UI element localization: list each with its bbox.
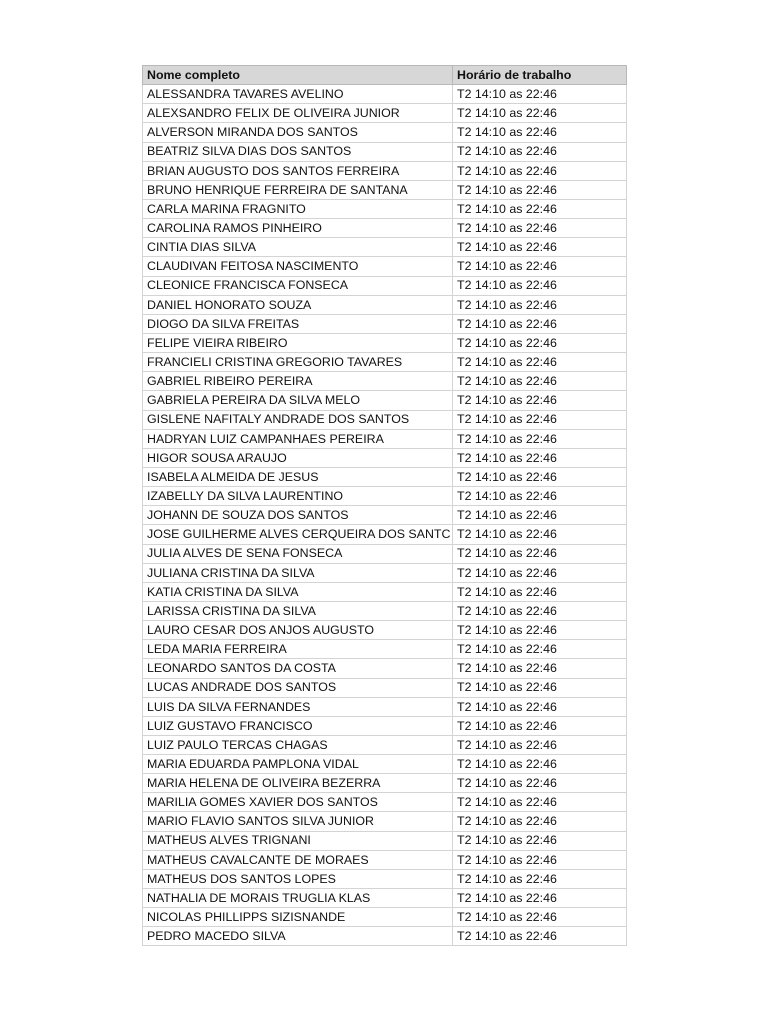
work-schedule-cell: T2 14:10 as 22:46 (453, 582, 627, 601)
work-schedule-cell: T2 14:10 as 22:46 (453, 142, 627, 161)
employee-name-cell: JOHANN DE SOUZA DOS SANTOS (143, 506, 453, 525)
table-row (143, 219, 627, 238)
table-row (143, 333, 627, 352)
table-row (143, 238, 627, 257)
work-schedule-cell: T2 14:10 as 22:46 (453, 927, 627, 946)
work-schedule-cell: T2 14:10 as 22:46 (453, 831, 627, 850)
table-row (143, 601, 627, 620)
employee-name-cell: JULIANA CRISTINA DA SILVA (143, 563, 453, 582)
table-row (143, 869, 627, 888)
employee-name-cell: MARILIA GOMES XAVIER DOS SANTOS (143, 793, 453, 812)
employee-name-cell: BRUNO HENRIQUE FERREIRA DE SANTANA (143, 180, 453, 199)
work-schedule-cell: T2 14:10 as 22:46 (453, 314, 627, 333)
work-schedule-cell: T2 14:10 as 22:46 (453, 774, 627, 793)
table-row (143, 678, 627, 697)
employee-name-cell: LUCAS ANDRADE DOS SANTOS (143, 678, 453, 697)
table-row (143, 372, 627, 391)
table-row (143, 314, 627, 333)
employee-name-cell: IZABELLY DA SILVA LAURENTINO (143, 487, 453, 506)
table-row (143, 793, 627, 812)
work-schedule-cell: T2 14:10 as 22:46 (453, 563, 627, 582)
table-row (143, 467, 627, 486)
work-schedule-cell: T2 14:10 as 22:46 (453, 889, 627, 908)
table-row (143, 276, 627, 295)
table-row (143, 659, 627, 678)
employee-name-cell: HADRYAN LUIZ CAMPANHAES PEREIRA (143, 429, 453, 448)
work-schedule-cell: T2 14:10 as 22:46 (453, 601, 627, 620)
work-schedule-cell: T2 14:10 as 22:46 (453, 659, 627, 678)
table-row (143, 621, 627, 640)
table-row (143, 142, 627, 161)
table-row (143, 199, 627, 218)
table-row (143, 104, 627, 123)
table-row (143, 448, 627, 467)
work-schedule-cell: T2 14:10 as 22:46 (453, 487, 627, 506)
work-schedule-cell: T2 14:10 as 22:46 (453, 735, 627, 754)
employee-name-cell: CINTIA DIAS SILVA (143, 238, 453, 257)
employee-name-cell: DANIEL HONORATO SOUZA (143, 295, 453, 314)
work-schedule-cell: T2 14:10 as 22:46 (453, 104, 627, 123)
employee-name-cell: MARIO FLAVIO SANTOS SILVA JUNIOR (143, 812, 453, 831)
table-row (143, 582, 627, 601)
work-schedule-cell: T2 14:10 as 22:46 (453, 238, 627, 257)
work-schedule-cell: T2 14:10 as 22:46 (453, 448, 627, 467)
work-schedule-cell: T2 14:10 as 22:46 (453, 180, 627, 199)
work-schedule-cell: T2 14:10 as 22:46 (453, 544, 627, 563)
work-schedule-cell: T2 14:10 as 22:46 (453, 295, 627, 314)
table-row (143, 257, 627, 276)
work-schedule-cell: T2 14:10 as 22:46 (453, 755, 627, 774)
table-row (143, 161, 627, 180)
table-row (143, 429, 627, 448)
table-row (143, 506, 627, 525)
employee-name-cell: HIGOR SOUSA ARAUJO (143, 448, 453, 467)
table-row (143, 831, 627, 850)
table-row (143, 812, 627, 831)
employee-name-cell: LUIS DA SILVA FERNANDES (143, 697, 453, 716)
work-schedule-cell: T2 14:10 as 22:46 (453, 161, 627, 180)
employee-name-cell: MARIA EDUARDA PAMPLONA VIDAL (143, 755, 453, 774)
table-row (143, 353, 627, 372)
table-row (143, 889, 627, 908)
table-row (143, 123, 627, 142)
employee-name-cell: LEONARDO SANTOS DA COSTA (143, 659, 453, 678)
work-schedule-cell: T2 14:10 as 22:46 (453, 410, 627, 429)
table-row (143, 295, 627, 314)
work-schedule-cell: T2 14:10 as 22:46 (453, 372, 627, 391)
employee-name-cell: MATHEUS CAVALCANTE DE MORAES (143, 850, 453, 869)
work-schedule-cell: T2 14:10 as 22:46 (453, 869, 627, 888)
work-schedule-cell: T2 14:10 as 22:46 (453, 467, 627, 486)
employee-name-cell: ALVERSON MIRANDA DOS SANTOS (143, 123, 453, 142)
table-row (143, 640, 627, 659)
work-schedule-cell: T2 14:10 as 22:46 (453, 199, 627, 218)
table-row (143, 850, 627, 869)
work-schedule-cell: T2 14:10 as 22:46 (453, 678, 627, 697)
employee-name-cell: CLAUDIVAN FEITOSA NASCIMENTO (143, 257, 453, 276)
column-header-schedule: Horário de trabalho (453, 66, 627, 85)
work-schedule-cell: T2 14:10 as 22:46 (453, 793, 627, 812)
employee-name-cell: ISABELA ALMEIDA DE JESUS (143, 467, 453, 486)
work-schedule-cell: T2 14:10 as 22:46 (453, 640, 627, 659)
table-body (143, 85, 627, 946)
work-schedule-cell: T2 14:10 as 22:46 (453, 219, 627, 238)
employee-name-cell: LAURO CESAR DOS ANJOS AUGUSTO (143, 621, 453, 640)
employee-name-cell: GISLENE NAFITALY ANDRADE DOS SANTOS (143, 410, 453, 429)
employee-name-cell: JOSE GUILHERME ALVES CERQUEIRA DOS SANTC (143, 525, 453, 544)
employee-name-cell: CARLA MARINA FRAGNITO (143, 199, 453, 218)
work-schedule-cell: T2 14:10 as 22:46 (453, 908, 627, 927)
work-schedule-cell: T2 14:10 as 22:46 (453, 333, 627, 352)
column-header-name: Nome completo (143, 66, 453, 85)
work-schedule-cell: T2 14:10 as 22:46 (453, 812, 627, 831)
work-schedule-cell: T2 14:10 as 22:46 (453, 429, 627, 448)
employee-name-cell: NATHALIA DE MORAIS TRUGLIA KLAS (143, 889, 453, 908)
work-schedule-cell: T2 14:10 as 22:46 (453, 276, 627, 295)
table-row (143, 410, 627, 429)
work-schedule-cell: T2 14:10 as 22:46 (453, 621, 627, 640)
employee-name-cell: LUIZ GUSTAVO FRANCISCO (143, 716, 453, 735)
employee-name-cell: FELIPE VIEIRA RIBEIRO (143, 333, 453, 352)
table-row (143, 487, 627, 506)
employee-name-cell: NICOLAS PHILLIPPS SIZISNANDE (143, 908, 453, 927)
employee-name-cell: GABRIEL RIBEIRO PEREIRA (143, 372, 453, 391)
work-schedule-cell: T2 14:10 as 22:46 (453, 850, 627, 869)
work-schedule-cell: T2 14:10 as 22:46 (453, 391, 627, 410)
employee-name-cell: LEDA MARIA FERREIRA (143, 640, 453, 659)
table-row (143, 927, 627, 946)
employee-name-cell: JULIA ALVES DE SENA FONSECA (143, 544, 453, 563)
employee-name-cell: ALEXSANDRO FELIX DE OLIVEIRA JUNIOR (143, 104, 453, 123)
header-row (143, 66, 627, 85)
table-row (143, 755, 627, 774)
employee-name-cell: DIOGO DA SILVA FREITAS (143, 314, 453, 333)
employee-name-cell: GABRIELA PEREIRA DA SILVA MELO (143, 391, 453, 410)
employee-schedule-table (142, 65, 627, 946)
employee-name-cell: MATHEUS ALVES TRIGNANI (143, 831, 453, 850)
table-row (143, 697, 627, 716)
table-row (143, 525, 627, 544)
table-row (143, 774, 627, 793)
employee-name-cell: MATHEUS DOS SANTOS LOPES (143, 869, 453, 888)
table-row (143, 908, 627, 927)
work-schedule-cell: T2 14:10 as 22:46 (453, 353, 627, 372)
table-row (143, 563, 627, 582)
work-schedule-cell: T2 14:10 as 22:46 (453, 257, 627, 276)
work-schedule-cell: T2 14:10 as 22:46 (453, 85, 627, 104)
table-row (143, 735, 627, 754)
work-schedule-cell: T2 14:10 as 22:46 (453, 506, 627, 525)
table-row (143, 716, 627, 735)
table-row (143, 85, 627, 104)
employee-name-cell: LUIZ PAULO TERCAS CHAGAS (143, 735, 453, 754)
employee-name-cell: CAROLINA RAMOS PINHEIRO (143, 219, 453, 238)
work-schedule-cell: T2 14:10 as 22:46 (453, 123, 627, 142)
employee-name-cell: ALESSANDRA TAVARES AVELINO (143, 85, 453, 104)
table-row (143, 391, 627, 410)
employee-name-cell: FRANCIELI CRISTINA GREGORIO TAVARES (143, 353, 453, 372)
work-schedule-cell: T2 14:10 as 22:46 (453, 697, 627, 716)
work-schedule-cell: T2 14:10 as 22:46 (453, 716, 627, 735)
work-schedule-cell: T2 14:10 as 22:46 (453, 525, 627, 544)
employee-name-cell: PEDRO MACEDO SILVA (143, 927, 453, 946)
employee-name-cell: MARIA HELENA DE OLIVEIRA BEZERRA (143, 774, 453, 793)
employee-name-cell: LARISSA CRISTINA DA SILVA (143, 601, 453, 620)
employee-name-cell: KATIA CRISTINA DA SILVA (143, 582, 453, 601)
employee-name-cell: BEATRIZ SILVA DIAS DOS SANTOS (143, 142, 453, 161)
employee-name-cell: BRIAN AUGUSTO DOS SANTOS FERREIRA (143, 161, 453, 180)
employee-name-cell: CLEONICE FRANCISCA FONSECA (143, 276, 453, 295)
table-row (143, 180, 627, 199)
table-row (143, 544, 627, 563)
